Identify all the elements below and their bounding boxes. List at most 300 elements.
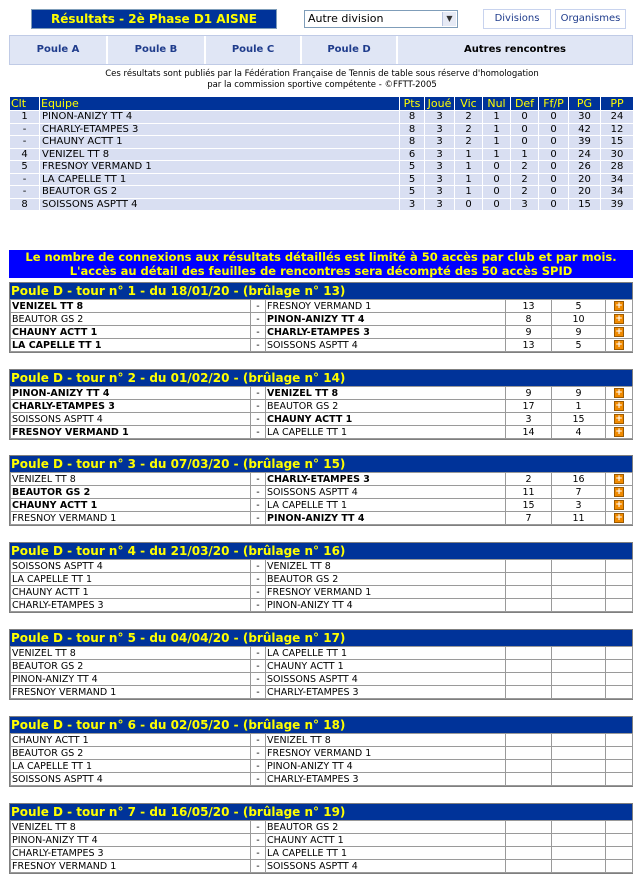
home-team: PINON-ANIZY TT 4	[11, 387, 251, 400]
standings-cell-losses: 0	[511, 111, 539, 124]
match-row	[11, 560, 633, 573]
standings-cell-pp: 34	[601, 186, 634, 199]
away-team: PINON-ANIZY TT 4	[266, 313, 506, 326]
home-score: 2	[506, 473, 552, 486]
standings-cell-rank: -	[10, 123, 40, 136]
standings-cell-played: 3	[425, 198, 455, 211]
standings-cell-pg: 39	[569, 136, 601, 149]
match-row	[11, 586, 633, 599]
away-team: SOISSONS ASPTT 4	[266, 486, 506, 499]
details-cell	[606, 747, 633, 760]
disclaimer-line-1: Ces résultats sont publiés par la Fédération Française de Tennis de table sous réserve d'homologation	[105, 69, 539, 79]
away-score: 3	[552, 499, 606, 512]
tour-title: Poule D - tour n° 1 - du 18/01/20 - (brûlage n° 13)	[10, 283, 632, 299]
standings-cell-forfeits: 0	[539, 161, 569, 174]
match-row	[11, 760, 633, 773]
col-header-vic: Vic	[455, 97, 483, 111]
details-cell[interactable]	[606, 486, 633, 499]
standings-cell-team: SOISSONS ASPTT 4	[40, 198, 400, 211]
away-score: 11	[552, 512, 606, 525]
match-row	[11, 860, 633, 873]
match-row	[11, 512, 633, 525]
home-score: 7	[506, 512, 552, 525]
details-cell	[606, 847, 633, 860]
details-cell	[606, 821, 633, 834]
standings-cell-pg: 26	[569, 161, 601, 174]
tour-title: Poule D - tour n° 3 - du 07/03/20 - (brûlage n° 15)	[10, 456, 632, 472]
standings-row	[10, 111, 634, 124]
standings-cell-wins: 1	[455, 173, 483, 186]
standings-cell-rank: -	[10, 136, 40, 149]
standings-cell-draws: 0	[483, 173, 511, 186]
match-row	[11, 486, 633, 499]
standings-cell-forfeits: 0	[539, 111, 569, 124]
away-score	[552, 573, 606, 586]
home-score	[506, 734, 552, 747]
plus-icon[interactable]: +	[615, 414, 623, 424]
away-score: 9	[552, 387, 606, 400]
plus-icon[interactable]: +	[615, 401, 623, 411]
match-row	[11, 821, 633, 834]
home-score: 9	[506, 387, 552, 400]
details-cell	[606, 586, 633, 599]
standings-cell-draws: 1	[483, 123, 511, 136]
home-score	[506, 586, 552, 599]
away-score: 5	[552, 339, 606, 352]
home-score: 9	[506, 326, 552, 339]
standings-cell-wins: 0	[455, 198, 483, 211]
standings-cell-losses: 2	[511, 161, 539, 174]
home-team: PINON-ANIZY TT 4	[11, 834, 251, 847]
tour-matches-table	[10, 472, 633, 525]
match-row	[11, 300, 633, 313]
home-score: 8	[506, 313, 552, 326]
standings-row	[10, 136, 634, 149]
home-score: 17	[506, 400, 552, 413]
match-row	[11, 499, 633, 512]
details-cell	[606, 647, 633, 660]
away-team: BEAUTOR GS 2	[266, 573, 506, 586]
match-row	[11, 599, 633, 612]
standings-cell-losses: 0	[511, 123, 539, 136]
away-score	[552, 760, 606, 773]
tour-section	[9, 282, 633, 353]
home-score	[506, 821, 552, 834]
col-header-nul: Nul	[483, 97, 511, 111]
away-team: SOISSONS ASPTT 4	[266, 339, 506, 352]
tour-matches-table	[10, 646, 633, 699]
details-cell	[606, 573, 633, 586]
standings-cell-team: BEAUTOR GS 2	[40, 186, 400, 199]
home-team: CHAUNY ACTT 1	[11, 586, 251, 599]
details-cell[interactable]	[606, 512, 633, 525]
away-score: 5	[552, 300, 606, 313]
home-score: 14	[506, 426, 552, 439]
standings-cell-losses: 2	[511, 186, 539, 199]
standings-cell-forfeits: 0	[539, 198, 569, 211]
match-separator: -	[251, 473, 266, 486]
away-team: CHAUNY ACTT 1	[266, 660, 506, 673]
col-header-def: Def	[511, 97, 539, 111]
col-header-ffp: Ff/P	[539, 97, 569, 111]
division-select-value: Autre division	[308, 12, 384, 25]
standings-cell-forfeits: 0	[539, 173, 569, 186]
away-team: VENIZEL TT 8	[266, 387, 506, 400]
standings-cell-pp: 34	[601, 173, 634, 186]
home-score	[506, 647, 552, 660]
match-separator: -	[251, 560, 266, 573]
tour-matches-table	[10, 299, 633, 352]
home-team: CHAUNY ACTT 1	[11, 499, 251, 512]
standings-cell-losses: 2	[511, 173, 539, 186]
away-team: LA CAPELLE TT 1	[266, 499, 506, 512]
organismes-link[interactable]: Organismes	[555, 9, 626, 29]
details-cell	[606, 673, 633, 686]
match-row	[11, 573, 633, 586]
standings-cell-wins: 1	[455, 186, 483, 199]
standings-cell-pts: 5	[400, 186, 425, 199]
match-separator: -	[251, 860, 266, 873]
standings-cell-wins: 1	[455, 161, 483, 174]
match-separator: -	[251, 339, 266, 352]
standings-row	[10, 148, 634, 161]
tour-section	[9, 542, 633, 613]
match-row	[11, 773, 633, 786]
standings-cell-pts: 8	[400, 123, 425, 136]
standings-cell-team: LA CAPELLE TT 1	[40, 173, 400, 186]
notice-line-1: Le nombre de connexions aux résultats détaillés est limité à 50 accès par club et par mois.	[25, 250, 617, 264]
plus-icon[interactable]: +	[615, 327, 623, 337]
home-score	[506, 760, 552, 773]
home-team: CHARLY-ETAMPES 3	[11, 599, 251, 612]
standings-cell-rank: 1	[10, 111, 40, 124]
home-team: LA CAPELLE TT 1	[11, 760, 251, 773]
standings-cell-played: 3	[425, 161, 455, 174]
details-cell[interactable]	[606, 426, 633, 439]
away-score	[552, 673, 606, 686]
plus-icon[interactable]: +	[615, 388, 623, 398]
home-score	[506, 673, 552, 686]
standings-cell-pp: 12	[601, 123, 634, 136]
match-separator: -	[251, 821, 266, 834]
away-score	[552, 834, 606, 847]
match-separator: -	[251, 313, 266, 326]
tour-section	[9, 716, 633, 787]
standings-cell-rank: -	[10, 186, 40, 199]
standings-cell-draws: 1	[483, 136, 511, 149]
tab-poule-d[interactable]: Poule D	[302, 36, 398, 64]
standings-cell-team: PINON-ANIZY TT 4	[40, 111, 400, 124]
details-cell[interactable]	[606, 473, 633, 486]
standings-cell-forfeits: 0	[539, 123, 569, 136]
standings-cell-pg: 24	[569, 148, 601, 161]
home-team: BEAUTOR GS 2	[11, 747, 251, 760]
tour-matches-table	[10, 820, 633, 873]
tour-section	[9, 455, 633, 526]
standings-cell-draws: 1	[483, 111, 511, 124]
standings-row	[10, 173, 634, 186]
standings-cell-pp: 15	[601, 136, 634, 149]
home-team: FRESNOY VERMAND 1	[11, 686, 251, 699]
plus-icon[interactable]: +	[615, 427, 623, 437]
standings-cell-losses: 3	[511, 198, 539, 211]
access-limit-notice	[9, 250, 633, 278]
home-team: VENIZEL TT 8	[11, 473, 251, 486]
standings-cell-pg: 20	[569, 173, 601, 186]
match-separator: -	[251, 326, 266, 339]
standings-cell-forfeits: 0	[539, 186, 569, 199]
tab-poule-c[interactable]: Poule C	[206, 36, 302, 64]
match-row	[11, 747, 633, 760]
away-team: FRESNOY VERMAND 1	[266, 747, 506, 760]
poule-tabs	[9, 35, 633, 65]
away-score: 16	[552, 473, 606, 486]
match-separator: -	[251, 734, 266, 747]
standings-cell-rank: 5	[10, 161, 40, 174]
standings-row	[10, 198, 634, 211]
standings-cell-rank: -	[10, 173, 40, 186]
away-score: 9	[552, 326, 606, 339]
tab-autres-rencontres[interactable]: Autres rencontres	[398, 36, 632, 64]
details-cell	[606, 686, 633, 699]
match-separator: -	[251, 586, 266, 599]
away-score: 15	[552, 413, 606, 426]
match-separator: -	[251, 760, 266, 773]
away-score: 4	[552, 426, 606, 439]
standings-cell-rank: 8	[10, 198, 40, 211]
away-team: PINON-ANIZY TT 4	[266, 760, 506, 773]
standings-cell-team: CHAUNY ACTT 1	[40, 136, 400, 149]
plus-icon[interactable]: +	[615, 301, 623, 311]
match-row	[11, 686, 633, 699]
home-score	[506, 860, 552, 873]
details-cell	[606, 560, 633, 573]
home-score: 15	[506, 499, 552, 512]
home-team: LA CAPELLE TT 1	[11, 573, 251, 586]
division-select[interactable]	[304, 10, 458, 28]
details-cell[interactable]	[606, 313, 633, 326]
home-score	[506, 573, 552, 586]
away-score	[552, 821, 606, 834]
standings-cell-draws: 0	[483, 198, 511, 211]
details-cell[interactable]	[606, 387, 633, 400]
standings-cell-played: 3	[425, 186, 455, 199]
details-cell	[606, 760, 633, 773]
standings-cell-played: 3	[425, 148, 455, 161]
standings-cell-losses: 1	[511, 148, 539, 161]
match-row	[11, 734, 633, 747]
standings-cell-pts: 5	[400, 161, 425, 174]
tour-matches-table	[10, 386, 633, 439]
home-team: CHAUNY ACTT 1	[11, 326, 251, 339]
standings-cell-pts: 8	[400, 111, 425, 124]
standings-cell-losses: 0	[511, 136, 539, 149]
standings-cell-team: VENIZEL TT 8	[40, 148, 400, 161]
standings-row	[10, 123, 634, 136]
standings-cell-pp: 28	[601, 161, 634, 174]
match-separator: -	[251, 300, 266, 313]
plus-icon[interactable]: +	[615, 513, 623, 523]
home-team: LA CAPELLE TT 1	[11, 339, 251, 352]
match-row	[11, 834, 633, 847]
away-team: CHARLY-ETAMPES 3	[266, 686, 506, 699]
away-team: SOISSONS ASPTT 4	[266, 860, 506, 873]
plus-icon[interactable]: +	[615, 500, 623, 510]
standings-cell-pp: 39	[601, 198, 634, 211]
standings-cell-pg: 20	[569, 186, 601, 199]
standings-cell-draws: 1	[483, 148, 511, 161]
match-row	[11, 313, 633, 326]
match-row	[11, 326, 633, 339]
match-separator: -	[251, 426, 266, 439]
match-row	[11, 647, 633, 660]
away-team: BEAUTOR GS 2	[266, 821, 506, 834]
tour-title: Poule D - tour n° 2 - du 01/02/20 - (brûlage n° 14)	[10, 370, 632, 386]
plus-icon[interactable]: +	[615, 474, 623, 484]
divisions-link[interactable]: Divisions	[483, 9, 551, 29]
match-row	[11, 387, 633, 400]
match-separator: -	[251, 413, 266, 426]
match-separator: -	[251, 387, 266, 400]
home-score	[506, 773, 552, 786]
home-score	[506, 686, 552, 699]
match-row	[11, 473, 633, 486]
col-header-equipe: Equipe	[40, 97, 400, 111]
match-separator: -	[251, 834, 266, 847]
home-team: VENIZEL TT 8	[11, 821, 251, 834]
disclaimer-line-2: par la commission sportive compétente - ©FFTT-2005	[207, 80, 437, 90]
details-cell[interactable]	[606, 339, 633, 352]
col-header-pp: PP	[601, 97, 634, 111]
tour-title: Poule D - tour n° 4 - du 21/03/20 - (brûlage n° 16)	[10, 543, 632, 559]
away-score	[552, 847, 606, 860]
home-team: BEAUTOR GS 2	[11, 313, 251, 326]
tour-section	[9, 803, 633, 874]
tab-poule-b[interactable]: Poule B	[108, 36, 206, 64]
away-score	[552, 586, 606, 599]
match-row	[11, 339, 633, 352]
col-header-pts: Pts	[400, 97, 425, 111]
home-team: BEAUTOR GS 2	[11, 660, 251, 673]
standings-cell-played: 3	[425, 136, 455, 149]
match-separator: -	[251, 673, 266, 686]
standings-cell-pts: 3	[400, 198, 425, 211]
match-separator: -	[251, 499, 266, 512]
tour-title: Poule D - tour n° 7 - du 16/05/20 - (brûlage n° 19)	[10, 804, 632, 820]
home-team: FRESNOY VERMAND 1	[11, 860, 251, 873]
details-cell	[606, 773, 633, 786]
match-row	[11, 426, 633, 439]
match-separator: -	[251, 599, 266, 612]
home-team: SOISSONS ASPTT 4	[11, 773, 251, 786]
details-cell	[606, 734, 633, 747]
match-separator: -	[251, 660, 266, 673]
match-separator: -	[251, 686, 266, 699]
home-score	[506, 747, 552, 760]
match-row	[11, 673, 633, 686]
away-team: CHARLY-ETAMPES 3	[266, 326, 506, 339]
match-separator: -	[251, 512, 266, 525]
away-team: BEAUTOR GS 2	[266, 400, 506, 413]
home-score	[506, 660, 552, 673]
away-score: 1	[552, 400, 606, 413]
standings-cell-pg: 42	[569, 123, 601, 136]
away-team: VENIZEL TT 8	[266, 560, 506, 573]
home-score: 13	[506, 339, 552, 352]
details-cell[interactable]	[606, 326, 633, 339]
plus-icon[interactable]: +	[615, 314, 623, 324]
standings-row	[10, 186, 634, 199]
away-score	[552, 747, 606, 760]
details-cell[interactable]	[606, 413, 633, 426]
home-score	[506, 847, 552, 860]
home-score: 3	[506, 413, 552, 426]
details-cell[interactable]	[606, 300, 633, 313]
away-score	[552, 734, 606, 747]
details-cell[interactable]	[606, 499, 633, 512]
standings-cell-wins: 1	[455, 148, 483, 161]
match-separator: -	[251, 773, 266, 786]
plus-icon[interactable]: +	[615, 340, 623, 350]
match-separator: -	[251, 647, 266, 660]
standings-row	[10, 161, 634, 174]
away-team: CHARLY-ETAMPES 3	[266, 773, 506, 786]
home-team: CHARLY-ETAMPES 3	[11, 847, 251, 860]
away-team: CHARLY-ETAMPES 3	[266, 473, 506, 486]
tour-title: Poule D - tour n° 5 - du 04/04/20 - (brûlage n° 17)	[10, 630, 632, 646]
match-row	[11, 413, 633, 426]
plus-icon[interactable]: +	[615, 487, 623, 497]
away-score	[552, 599, 606, 612]
col-header-clt: Clt	[10, 97, 40, 111]
away-team: LA CAPELLE TT 1	[266, 647, 506, 660]
home-score	[506, 560, 552, 573]
home-team: BEAUTOR GS 2	[11, 486, 251, 499]
match-separator: -	[251, 400, 266, 413]
away-team: LA CAPELLE TT 1	[266, 847, 506, 860]
standings-cell-forfeits: 0	[539, 136, 569, 149]
home-team: PINON-ANIZY TT 4	[11, 673, 251, 686]
col-header-pg: PG	[569, 97, 601, 111]
home-team: FRESNOY VERMAND 1	[11, 512, 251, 525]
details-cell	[606, 860, 633, 873]
chevron-down-icon[interactable]: ▼	[442, 12, 456, 26]
standings-cell-wins: 2	[455, 123, 483, 136]
match-row	[11, 400, 633, 413]
standings-cell-team: CHARLY-ETAMPES 3	[40, 123, 400, 136]
away-score	[552, 560, 606, 573]
standings-cell-pp: 30	[601, 148, 634, 161]
match-separator: -	[251, 747, 266, 760]
match-row	[11, 847, 633, 860]
away-score	[552, 773, 606, 786]
tour-matches-table	[10, 559, 633, 612]
home-score: 11	[506, 486, 552, 499]
away-score	[552, 647, 606, 660]
tab-poule-a[interactable]: Poule A	[10, 36, 108, 64]
notice-line-2: L'accès au détail des feuilles de rencontres sera décompté des 50 accès SPID	[69, 263, 573, 278]
details-cell	[606, 660, 633, 673]
details-cell[interactable]	[606, 400, 633, 413]
standings-header-row	[10, 97, 634, 111]
away-team: FRESNOY VERMAND 1	[266, 586, 506, 599]
home-team: FRESNOY VERMAND 1	[11, 426, 251, 439]
home-team: SOISSONS ASPTT 4	[11, 560, 251, 573]
home-score	[506, 834, 552, 847]
away-team: PINON-ANIZY TT 4	[266, 512, 506, 525]
details-cell	[606, 599, 633, 612]
standings-cell-pts: 8	[400, 136, 425, 149]
